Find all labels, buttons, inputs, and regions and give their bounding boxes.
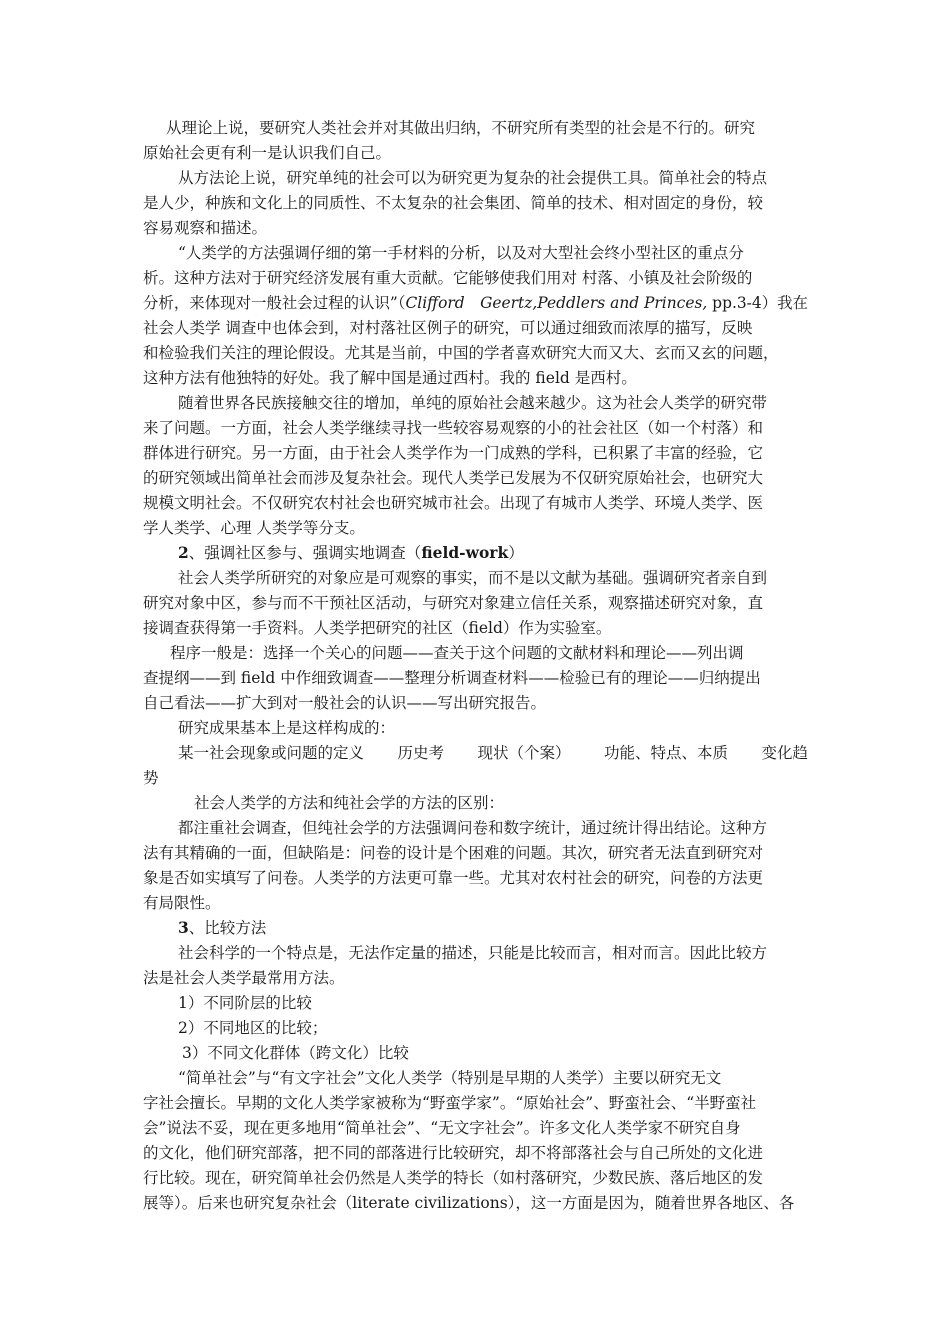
paragraph-line: 的研究领域出简单社会而涉及复杂社会。现代人类学已发展为不仅研究原始社会，也研究大 [143, 469, 764, 487]
paragraph-line: 是人少，种族和文化上的同质性、不太复杂的社会集团、简单的技术、相对固定的身份，较 [143, 194, 764, 212]
paragraph-line: 从方法论上说，研究单纯的社会可以为研究更为复杂的社会提供工具。简单社会的特点 [178, 169, 768, 187]
components-row [178, 741, 808, 765]
component-item: 现状（个案） [477, 744, 571, 762]
list-item: 3）不同文化群体（跨文化）比较 [182, 1044, 409, 1062]
paragraph-line: 的文化，他们研究部落，把不同的部落进行比较研究，却不将部落社会与自己所处的文化进 [143, 1144, 764, 1162]
section-heading-3 [178, 916, 266, 940]
paragraph-line: 研究对象中区，参与而不干预社区活动，与研究对象建立信任关系，观察描述研究对象，直 [143, 594, 764, 612]
component-item: 历史考 [397, 744, 444, 762]
citation-lead: 分析，来体现对一般社会过程的认识”（ [143, 294, 406, 312]
paragraph-line: 社会人类学 调查中也体会到，对村落社区例子的研究，可以通过细致而浓厚的描写，反映 [143, 319, 753, 337]
paragraph-line: 研究成果基本上是这样构成的： [178, 719, 396, 737]
section-heading-2 [178, 541, 524, 565]
heading-text: 、强调社区参与、强调实地调查（ [188, 544, 422, 562]
paragraph-line: “人类学的方法强调仔细的第一手材料的分析，以及对大型社会终小型社区的重点分 [178, 244, 744, 262]
list-item: 2）不同地区的比较； [178, 1019, 328, 1037]
paragraph-line: 随着世界各民族接触交往的增加，单纯的原始社会越来越少。这为社会人类学的研究带 [178, 394, 768, 412]
paragraph-line: 自己看法——扩大到对一般社会的认识——写出研究报告。 [143, 694, 547, 712]
paragraph-line: 程序一般是：选择一个关心的问题——查关于这个问题的文献材料和理论——列出调 [170, 644, 744, 662]
heading-close: ） [508, 544, 524, 562]
paragraph-line: 和检验我们关注的理论假设。尤其是当前，中国的学者喜欢研究大而又大、玄而又玄的问题， [143, 344, 779, 362]
paragraph-line: 查提纲——到 field 中作细致调查——整理分析调查材料——检验已有的理论——归纳提出 [143, 669, 761, 687]
paragraph-line: “简单社会”与“有文字社会”文化人类学（特别是早期的人类学）主要以研究无文 [178, 1069, 722, 1087]
component-item: 某一社会现象或问题的定义 [178, 744, 365, 762]
paragraph-line: 象是否如实填写了问卷。人类学的方法更可靠一些。尤其对农村社会的研究，问卷的方法更 [143, 869, 764, 887]
paragraph-line: 学人类学、心理 人类学等分支。 [143, 519, 365, 537]
paragraph-line: 从理论上说，要研究人类社会并对其做出归纳，不研究所有类型的社会是不行的。研究 [166, 119, 756, 137]
paragraph-line: 这种方法有他独特的好处。我了解中国是通过西村。我的 field 是西村。 [143, 369, 637, 387]
paragraph-line: 都注重社会调查，但纯社会学的方法强调问卷和数字统计，通过统计得出结论。这种方 [178, 819, 768, 837]
paragraph-line: 法是社会人类学最常用方法。 [143, 969, 345, 987]
paragraph-line: 群体进行研究。另一方面，由于社会人类学作为一门成熟的学科，已积累了丰富的经验，它 [143, 444, 764, 462]
paragraph-line: 社会人类学的方法和纯社会学的方法的区别： [194, 794, 505, 812]
list-item: 1）不同阶层的比较 [178, 994, 312, 1012]
paragraph-line: 接调查获得第一手资料。人类学把研究的社区（field）作为实验室。 [143, 619, 612, 637]
paragraph-line-citation [143, 291, 808, 315]
paragraph-line: 会”说法不妥，现在更多地用“简单社会”、“无文字社会”。许多文化人类学家不研究自身 [143, 1119, 741, 1137]
component-item: 功能、特点、本质 [603, 744, 728, 762]
citation-tail: pp.3-4）我在 [707, 294, 808, 312]
paragraph-line: 原始社会更有利一是认识我们自己。 [143, 144, 392, 162]
paragraph-line: 有局限性。 [143, 894, 221, 912]
paragraph-line: 行比较。现在，研究简单社会仍然是人类学的特长（如村落研究，少数民族、落后地区的发 [143, 1169, 764, 1187]
paragraph-line: 字社会擅长。早期的文化人类学家被称为“野蛮学家”。“原始社会”、野蛮社会、“半野蛮社 [143, 1094, 757, 1112]
paragraph-line: 析。这种方法对于研究经济发展有重大贡献。它能够使我们用对 村落、小镇及社会阶级的 [143, 269, 753, 287]
paragraph-line: 来了问题。一方面，社会人类学继续寻找一些较容易观察的小的社会社区（如一个村落）和 [143, 419, 764, 437]
components-wrap: 势 [143, 769, 159, 787]
component-item: 变化趋 [761, 744, 808, 762]
paragraph-line: 规模文明社会。不仅研究农村社会也研究城市社会。出现了有城市人类学、环境人类学、医 [143, 494, 764, 512]
heading-number: 3 [178, 918, 189, 937]
paragraph-line: 展等）。后来也研究复杂社会（literate civilizations），这一方面是因为，随着世界各地区、各 [143, 1194, 795, 1212]
heading-text: 、比较方法 [188, 919, 267, 937]
heading-term: field-work [421, 543, 509, 562]
citation-source: Clifford Geertz,Peddlers and Princes, [405, 294, 708, 312]
paragraph-line: 法有其精确的一面，但缺陷是：问卷的设计是个困难的问题。其次，研究者无法直到研究对 [143, 844, 764, 862]
paragraph-line: 社会人类学所研究的对象应是可观察的事实，而不是以文献为基础。强调研究者亲自到 [178, 569, 768, 587]
paragraph-line: 容易观察和描述。 [143, 219, 268, 237]
paragraph-line: 社会科学的一个特点是，无法作定量的描述，只能是比较而言，相对而言。因此比较方 [178, 944, 768, 962]
heading-number: 2 [178, 543, 189, 562]
